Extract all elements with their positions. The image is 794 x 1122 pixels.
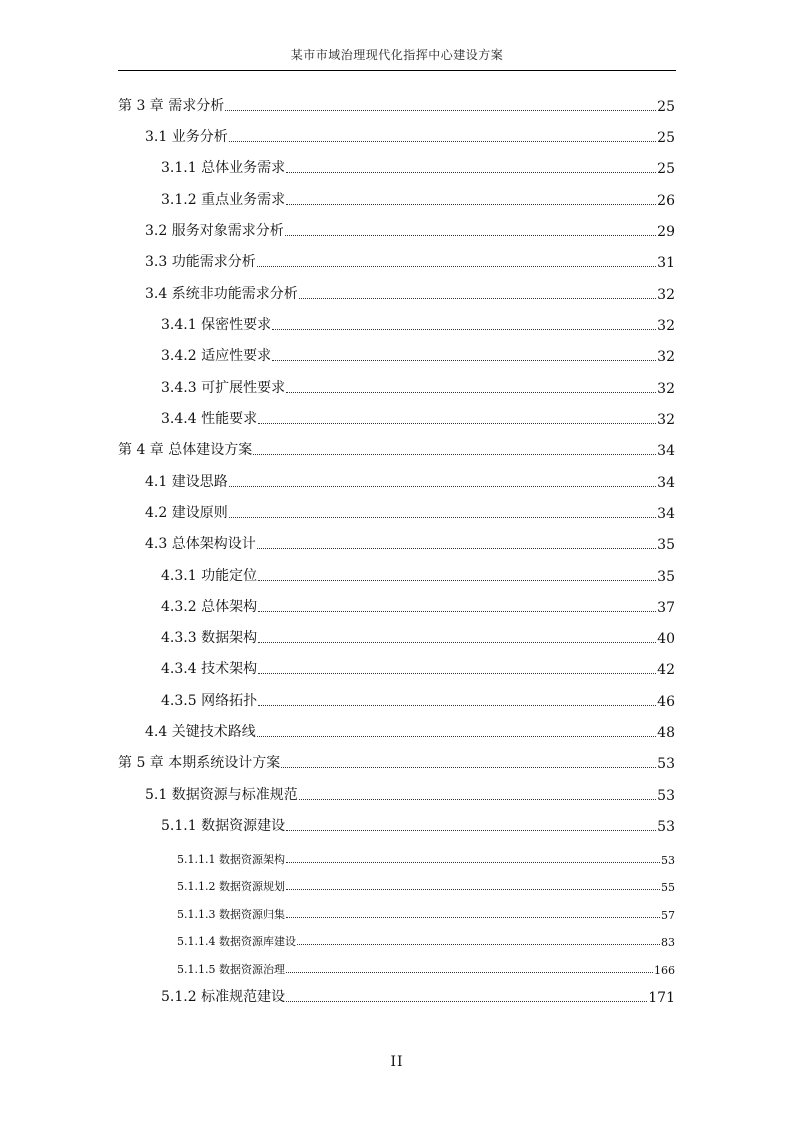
toc-entry-title: 3.2 服务对象需求分析 — [145, 223, 284, 239]
toc-entry-title: 第 3 章 需求分析 — [118, 98, 225, 114]
toc-entry-title: 4.3.4 技术架构 — [161, 661, 258, 677]
toc-entry-title: 4.3 总体架构设计 — [145, 536, 256, 552]
toc-entry-page-number: 53 — [657, 788, 675, 804]
dot-leader — [286, 203, 656, 205]
toc-entry-title: 5.1.1.1 数据资源架构 — [177, 853, 285, 866]
dot-leader — [286, 171, 656, 173]
toc-entry-title: 4.4 关键技术路线 — [145, 724, 256, 740]
dot-leader — [286, 391, 656, 393]
toc-entry-page-number: 25 — [657, 130, 675, 146]
toc-entry-page-number: 32 — [657, 412, 675, 428]
toc-section-entry[interactable] — [161, 343, 675, 365]
toc-entry-title: 5.1 数据资源与标准规范 — [145, 787, 298, 803]
dot-leader — [229, 485, 656, 487]
dot-leader — [286, 861, 660, 863]
toc-entry-page-number: 26 — [657, 193, 675, 209]
dot-leader — [281, 766, 656, 768]
toc-subsubsection-entry[interactable] — [177, 872, 675, 894]
toc-entry-page-number: 55 — [661, 881, 675, 894]
dot-leader — [258, 704, 656, 706]
dot-leader — [258, 610, 656, 612]
toc-entry-page-number: 34 — [657, 475, 675, 491]
toc-entry-title: 5.1.1.4 数据资源库建设 — [177, 935, 296, 948]
toc-entry-page-number: 34 — [657, 506, 675, 522]
dot-leader — [297, 943, 660, 945]
toc-entry-page-number: 53 — [657, 819, 675, 835]
toc-entry-page-number: 29 — [657, 224, 675, 240]
toc-entry-page-number: 35 — [657, 537, 675, 553]
toc-entry-page-number: 166 — [654, 964, 675, 977]
toc-entry-title: 5.1.1 数据资源建设 — [161, 818, 286, 834]
page-header-title: 某市市域治理现代化指挥中心建设方案 — [290, 48, 504, 62]
dot-leader — [272, 359, 656, 361]
toc-section-entry[interactable] — [145, 469, 675, 491]
dot-leader — [257, 547, 656, 549]
toc-chapter-entry[interactable] — [118, 750, 675, 772]
toc-entry-page-number: 171 — [648, 990, 675, 1006]
toc-section-entry[interactable] — [145, 281, 675, 303]
toc-entry-page-number: 40 — [657, 631, 675, 647]
header-rule — [118, 70, 676, 71]
toc-entry-title: 3.4.2 适应性要求 — [161, 348, 272, 364]
toc-entry-page-number: 32 — [657, 349, 675, 365]
toc-entry-title: 4.3.3 数据架构 — [161, 630, 258, 646]
toc-entry-page-number: 34 — [657, 443, 675, 459]
toc-entry-page-number: 25 — [657, 161, 675, 177]
toc-chapter-entry[interactable] — [118, 437, 675, 459]
dot-leader — [258, 579, 656, 581]
dot-leader — [286, 971, 653, 973]
toc-entry-title: 第 5 章 本期系统设计方案 — [118, 755, 281, 771]
dot-leader — [286, 888, 660, 890]
dot-leader — [299, 297, 656, 299]
toc-entry-title: 3.1 业务分析 — [145, 129, 228, 145]
toc-entry-page-number: 53 — [657, 756, 675, 772]
toc-entry-title: 3.1.1 总体业务需求 — [161, 160, 286, 176]
toc-entry-title: 3.4.4 性能要求 — [161, 411, 258, 427]
toc-section-entry[interactable] — [161, 625, 675, 647]
toc-section-entry[interactable] — [161, 813, 675, 835]
dot-leader — [229, 140, 656, 142]
toc-subsubsection-entry[interactable] — [177, 845, 675, 867]
toc-entry-title: 3.4.1 保密性要求 — [161, 317, 272, 333]
dot-leader — [257, 735, 656, 737]
dot-leader — [258, 672, 656, 674]
toc-entry-page-number: 31 — [657, 255, 675, 271]
dot-leader — [253, 453, 656, 455]
dot-leader — [286, 829, 656, 831]
toc-entry-title: 4.3.2 总体架构 — [161, 599, 258, 615]
dot-leader — [258, 641, 656, 643]
toc-entry-title: 3.4 系统非功能需求分析 — [145, 286, 298, 302]
toc-entry-title: 3.1.2 重点业务需求 — [161, 192, 286, 208]
toc-section-entry[interactable] — [161, 155, 675, 177]
toc-entry-page-number: 53 — [661, 854, 675, 867]
toc-entry-page-number: 42 — [657, 662, 675, 678]
dot-leader — [285, 234, 656, 236]
toc-entry-page-number: 32 — [657, 287, 675, 303]
toc-entry-title: 3.3 功能需求分析 — [145, 254, 256, 270]
toc-subsubsection-entry[interactable] — [177, 900, 675, 922]
dot-leader — [225, 109, 656, 111]
toc-entry-page-number: 83 — [661, 936, 675, 949]
toc-section-entry[interactable] — [145, 531, 675, 553]
toc-entry-page-number: 32 — [657, 318, 675, 334]
toc-section-entry[interactable] — [161, 187, 675, 209]
toc-entry-title: 5.1.1.2 数据资源规划 — [177, 880, 285, 893]
dot-leader — [299, 798, 656, 800]
toc-entry-title: 5.1.1.3 数据资源归集 — [177, 908, 285, 921]
toc-entry-title: 4.3.5 网络拓扑 — [161, 693, 258, 709]
toc-entry-title: 4.2 建设原则 — [145, 505, 228, 521]
toc-chapter-entry[interactable] — [118, 93, 675, 115]
toc-subsubsection-entry[interactable] — [177, 927, 675, 949]
dot-leader — [286, 916, 660, 918]
toc-entry-page-number: 46 — [657, 694, 675, 710]
dot-leader — [258, 422, 656, 424]
toc-section-entry[interactable] — [161, 984, 675, 1006]
page-number: II — [390, 1054, 404, 1070]
toc-entry-page-number: 37 — [657, 600, 675, 616]
toc-entry-page-number: 57 — [661, 909, 675, 922]
toc-section-entry[interactable] — [161, 375, 675, 397]
toc-section-entry[interactable] — [145, 218, 675, 240]
toc-entry-title: 4.1 建设思路 — [145, 474, 228, 490]
toc-section-entry[interactable] — [145, 124, 675, 146]
toc-section-entry[interactable] — [145, 500, 675, 522]
toc-section-entry[interactable] — [161, 688, 675, 710]
toc-section-entry[interactable] — [161, 656, 675, 678]
dot-leader — [229, 516, 656, 518]
toc-entry-page-number: 32 — [657, 381, 675, 397]
toc-section-entry[interactable] — [161, 594, 675, 616]
toc-entry-title: 4.3.1 功能定位 — [161, 568, 258, 584]
toc-subsubsection-entry[interactable] — [177, 955, 675, 977]
toc-section-entry[interactable] — [161, 563, 675, 585]
toc-entry-title: 3.4.3 可扩展性要求 — [161, 380, 286, 396]
dot-leader — [272, 328, 656, 330]
dot-leader — [257, 265, 656, 267]
toc-entry-title: 5.1.2 标准规范建设 — [161, 989, 286, 1005]
toc-section-entry[interactable] — [161, 406, 675, 428]
toc-entry-title: 5.1.1.5 数据资源治理 — [177, 963, 285, 976]
toc-entry-page-number: 35 — [657, 569, 675, 585]
toc-section-entry[interactable] — [145, 719, 675, 741]
toc-entry-page-number: 25 — [657, 99, 675, 115]
toc-entry-title: 第 4 章 总体建设方案 — [118, 442, 253, 458]
toc-entry-page-number: 48 — [657, 725, 675, 741]
dot-leader — [286, 1000, 647, 1002]
toc-section-entry[interactable] — [161, 312, 675, 334]
toc-section-entry[interactable] — [145, 782, 675, 804]
toc-section-entry[interactable] — [145, 249, 675, 271]
